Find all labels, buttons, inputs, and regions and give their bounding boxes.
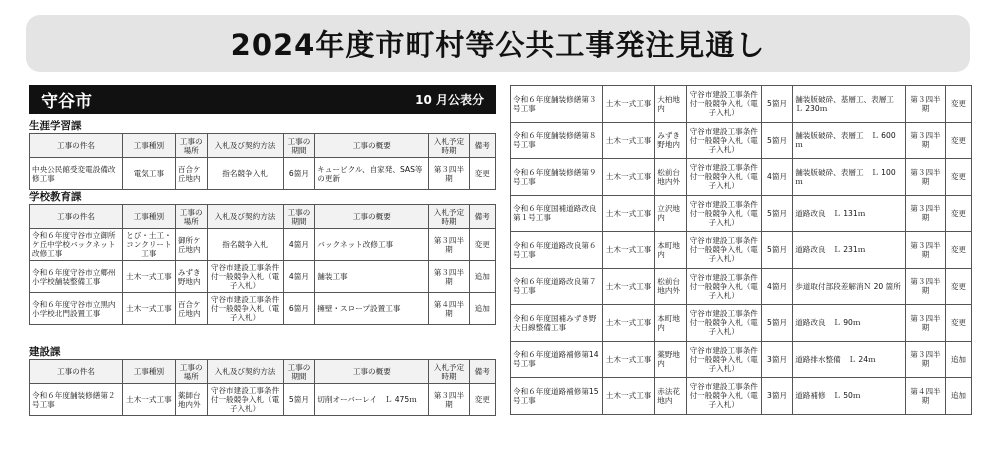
table-row (30, 384, 496, 416)
cell-method: 守谷市建設工事条件付一般競争入札（電子入札） (686, 159, 761, 196)
section-title: 建設課 (29, 346, 61, 358)
cell-method: 守谷市建設工事条件付一般競争入札（電子入札） (207, 293, 283, 325)
cell-summary: 舗装版破砕、表層工 Ｌ 100ｍ (793, 159, 906, 196)
works-table (29, 133, 496, 190)
cell-location: 大柏地内 (655, 86, 686, 123)
works-table (29, 359, 496, 416)
cell-title: 令和６年度守谷市立黒内小学校北門設置工事 (30, 293, 123, 325)
cell-method: 守谷市建設工事条件付一般競争入札（電子入札） (207, 384, 283, 416)
works-table (510, 85, 972, 415)
cell-period: 5箇月 (761, 86, 792, 123)
cell-note: 追加 (469, 293, 495, 325)
col-header-title: 工事の件名 (30, 360, 123, 384)
cell-period: 4箇月 (761, 268, 792, 305)
cell-location: 赤法花地内 (655, 378, 686, 415)
cell-period: 3箇月 (761, 341, 792, 378)
col-header-summary: 工事の概要 (315, 205, 429, 229)
cell-location: 御所ケ丘地内 (175, 229, 207, 261)
col-header-location: 工事の場所 (175, 134, 207, 158)
cell-timing: 第３四半期 (906, 232, 946, 269)
cell-location: 薬野地内 (655, 341, 686, 378)
cell-note: 変更 (945, 195, 971, 232)
cell-method: 守谷市建設工事条件付一般競争入札（電子入札） (686, 232, 761, 269)
cell-note: 追加 (945, 341, 971, 378)
cell-period: 4箇月 (283, 229, 315, 261)
table-row (511, 268, 972, 305)
cell-summary: 道路改良 Ｌ 90ｍ (793, 305, 906, 342)
cell-title: 令和６年度国補道路改良第１号工事 (511, 195, 603, 232)
col-header-period: 工事の期間 (283, 134, 315, 158)
cell-type: 土木一式工事 (122, 293, 175, 325)
city-name: 守谷市 (41, 92, 92, 112)
cell-type: 土木一式工事 (602, 86, 654, 123)
cell-method: 守谷市建設工事条件付一般競争入札（電子入札） (686, 122, 761, 159)
cell-summary: バックネット改修工事 (315, 229, 429, 261)
col-header-timing: 入札予定時期 (429, 360, 469, 384)
works-table (29, 204, 496, 325)
table-row (30, 158, 496, 190)
cell-title: 令和６年度道路改良第６号工事 (511, 232, 603, 269)
construction-continued (510, 85, 972, 415)
cell-timing: 第４四半期 (906, 378, 946, 415)
cell-timing: 第３四半期 (429, 384, 469, 416)
table-row (511, 341, 972, 378)
cell-type: 土木一式工事 (602, 268, 654, 305)
cell-timing: 第３四半期 (906, 122, 946, 159)
cell-title: 令和６年度守谷市立郷州小学校舗装整備工事 (30, 261, 123, 293)
cell-method: 指名競争入札 (207, 229, 283, 261)
cell-summary: 歩道取付部段差解消Ｎ 20 箇所 (793, 268, 906, 305)
cell-timing: 第３四半期 (429, 229, 469, 261)
cell-note: 変更 (945, 305, 971, 342)
cell-location: 百合ケ丘地内 (175, 158, 207, 190)
cell-timing: 第３四半期 (906, 86, 946, 123)
cell-note: 追加 (469, 261, 495, 293)
col-header-method: 入札及び契約方法 (207, 134, 283, 158)
table-header-row (30, 134, 496, 158)
section-title: 学校教育課 (29, 191, 82, 203)
col-header-title: 工事の件名 (30, 205, 123, 229)
col-header-timing: 入札予定時期 (429, 134, 469, 158)
cell-period: 3箇月 (761, 378, 792, 415)
table-row (511, 305, 972, 342)
col-header-note: 備考 (469, 360, 495, 384)
table-row (511, 195, 972, 232)
cell-period: 6箇月 (283, 158, 315, 190)
table-row (511, 378, 972, 415)
cell-location: 本町地内 (655, 232, 686, 269)
cell-note: 変更 (945, 232, 971, 269)
cell-summary: 舗装工事 (315, 261, 429, 293)
cell-period: 6箇月 (283, 293, 315, 325)
cell-location: 松前台地内外 (655, 159, 686, 196)
cell-title: 令和６年度国補みずき野大日線整備工事 (511, 305, 603, 342)
cell-type: 土木一式工事 (602, 122, 654, 159)
cell-type: 土木一式工事 (602, 378, 654, 415)
cell-location: 松前台地内外 (655, 268, 686, 305)
table-row (511, 86, 972, 123)
col-header-type: 工事種別 (122, 205, 175, 229)
cell-period: 5箇月 (283, 384, 315, 416)
cell-timing: 第３四半期 (429, 261, 469, 293)
col-header-type: 工事種別 (122, 360, 175, 384)
section-title: 生涯学習課 (29, 120, 82, 132)
cell-period: 5箇月 (761, 305, 792, 342)
cell-note: 変更 (469, 229, 495, 261)
col-header-period: 工事の期間 (283, 205, 315, 229)
col-header-method: 入札及び契約方法 (207, 205, 283, 229)
cell-summary: 舗装版破砕、表層工 Ｌ 600ｍ (793, 122, 906, 159)
cell-title: 令和６年度舗装修繕第９号工事 (511, 159, 603, 196)
cell-type: 土木一式工事 (602, 232, 654, 269)
cell-location: 百合ケ丘地内 (175, 293, 207, 325)
cell-location: 立沢地内 (655, 195, 686, 232)
cell-summary: 道路補修 Ｌ 50ｍ (793, 378, 906, 415)
cell-method: 守谷市建設工事条件付一般競争入札（電子入札） (686, 341, 761, 378)
cell-title: 令和６年度舗装修繕第２号工事 (30, 384, 123, 416)
cell-summary: 道路改良 Ｌ 231ｍ (793, 232, 906, 269)
cell-note: 変更 (945, 159, 971, 196)
table-row (30, 261, 496, 293)
cell-method: 守谷市建設工事条件付一般競争入札（電子入札） (686, 86, 761, 123)
cell-location: 薬師台地内外 (175, 384, 207, 416)
col-header-note: 備考 (469, 205, 495, 229)
cell-summary: キュービクル、自家発、SAS等の更新 (315, 158, 429, 190)
cell-type: 電気工事 (122, 158, 175, 190)
cell-timing: 第３四半期 (906, 195, 946, 232)
col-header-timing: 入札予定時期 (429, 205, 469, 229)
table-row (30, 229, 496, 261)
table-row (511, 159, 972, 196)
cell-location: みずき野地内 (175, 261, 207, 293)
section-school-education (29, 190, 496, 325)
cell-period: 4箇月 (283, 261, 315, 293)
col-header-method: 入札及び契約方法 (207, 360, 283, 384)
cell-title: 令和６年度守谷市立御所ケ丘中学校バックネット改修工事 (30, 229, 123, 261)
cell-title: 令和６年度道路補修第15号工事 (511, 378, 603, 415)
col-header-period: 工事の期間 (283, 360, 315, 384)
cell-note: 変更 (945, 268, 971, 305)
table-row (511, 232, 972, 269)
cell-period: 4箇月 (761, 159, 792, 196)
cell-note: 変更 (469, 384, 495, 416)
cell-summary: 道路排水整備 Ｌ 24ｍ (793, 341, 906, 378)
section-construction (29, 345, 496, 416)
cell-location: 本町地内 (655, 305, 686, 342)
section-lifelong-learning (29, 119, 496, 190)
cell-timing: 第３四半期 (429, 158, 469, 190)
cell-summary: 擁壁・スロープ設置工事 (315, 293, 429, 325)
cell-type: 土木一式工事 (602, 305, 654, 342)
cell-type: 土木一式工事 (602, 195, 654, 232)
table-header-row (30, 360, 496, 384)
cell-timing: 第３四半期 (906, 305, 946, 342)
announcement-label: 10 月公表分 (415, 93, 484, 107)
col-header-location: 工事の場所 (175, 205, 207, 229)
cell-method: 指名競争入札 (207, 158, 283, 190)
cell-timing: 第３四半期 (906, 159, 946, 196)
cell-period: 5箇月 (761, 122, 792, 159)
cell-type: 土木一式工事 (122, 261, 175, 293)
cell-summary: 道路改良 Ｌ 131ｍ (793, 195, 906, 232)
cell-title: 令和６年度舗装修繕第８号工事 (511, 122, 603, 159)
col-header-title: 工事の件名 (30, 134, 123, 158)
cell-period: 5箇月 (761, 232, 792, 269)
cell-note: 変更 (945, 122, 971, 159)
cell-method: 守谷市建設工事条件付一般競争入札（電子入札） (686, 195, 761, 232)
cell-method: 守谷市建設工事条件付一般競争入札（電子入札） (207, 261, 283, 293)
cell-type: 土木一式工事 (602, 341, 654, 378)
cell-timing: 第３四半期 (906, 341, 946, 378)
cell-method: 守谷市建設工事条件付一般競争入札（電子入札） (686, 378, 761, 415)
cell-timing: 第４四半期 (429, 293, 469, 325)
title-banner (26, 15, 970, 72)
cell-title: 令和６年度道路補修第14号工事 (511, 341, 603, 378)
cell-title: 令和６年度舗装修繕第３号工事 (511, 86, 603, 123)
cell-summary: 切削オーバーレイ Ｌ 475ｍ (315, 384, 429, 416)
col-header-location: 工事の場所 (175, 360, 207, 384)
table-row (30, 293, 496, 325)
cell-method: 守谷市建設工事条件付一般競争入札（電子入札） (686, 268, 761, 305)
cell-type: 土木一式工事 (602, 159, 654, 196)
cell-note: 変更 (469, 158, 495, 190)
cell-summary: 舗装版破砕、基層工、表層工 Ｌ 230ｍ (793, 86, 906, 123)
col-header-type: 工事種別 (122, 134, 175, 158)
cell-period: 5箇月 (761, 195, 792, 232)
cell-title: 中央公民館受変電設備改修工事 (30, 158, 123, 190)
col-header-summary: 工事の概要 (315, 134, 429, 158)
cell-method: 守谷市建設工事条件付一般競争入札（電子入札） (686, 305, 761, 342)
cell-title: 令和６年度道路改良第７号工事 (511, 268, 603, 305)
col-header-note: 備考 (469, 134, 495, 158)
cell-type: 土木一式工事 (122, 384, 175, 416)
city-header (29, 85, 496, 114)
cell-location: みずき野地内 (655, 122, 686, 159)
col-header-summary: 工事の概要 (315, 360, 429, 384)
table-row (511, 122, 972, 159)
cell-type: とび・土工・コンクリート工事 (122, 229, 175, 261)
cell-note: 追加 (945, 378, 971, 415)
cell-note: 変更 (945, 86, 971, 123)
page-title: 2024年度市町村等公共工事発注見通し (230, 28, 766, 62)
cell-timing: 第３四半期 (906, 268, 946, 305)
table-header-row (30, 205, 496, 229)
